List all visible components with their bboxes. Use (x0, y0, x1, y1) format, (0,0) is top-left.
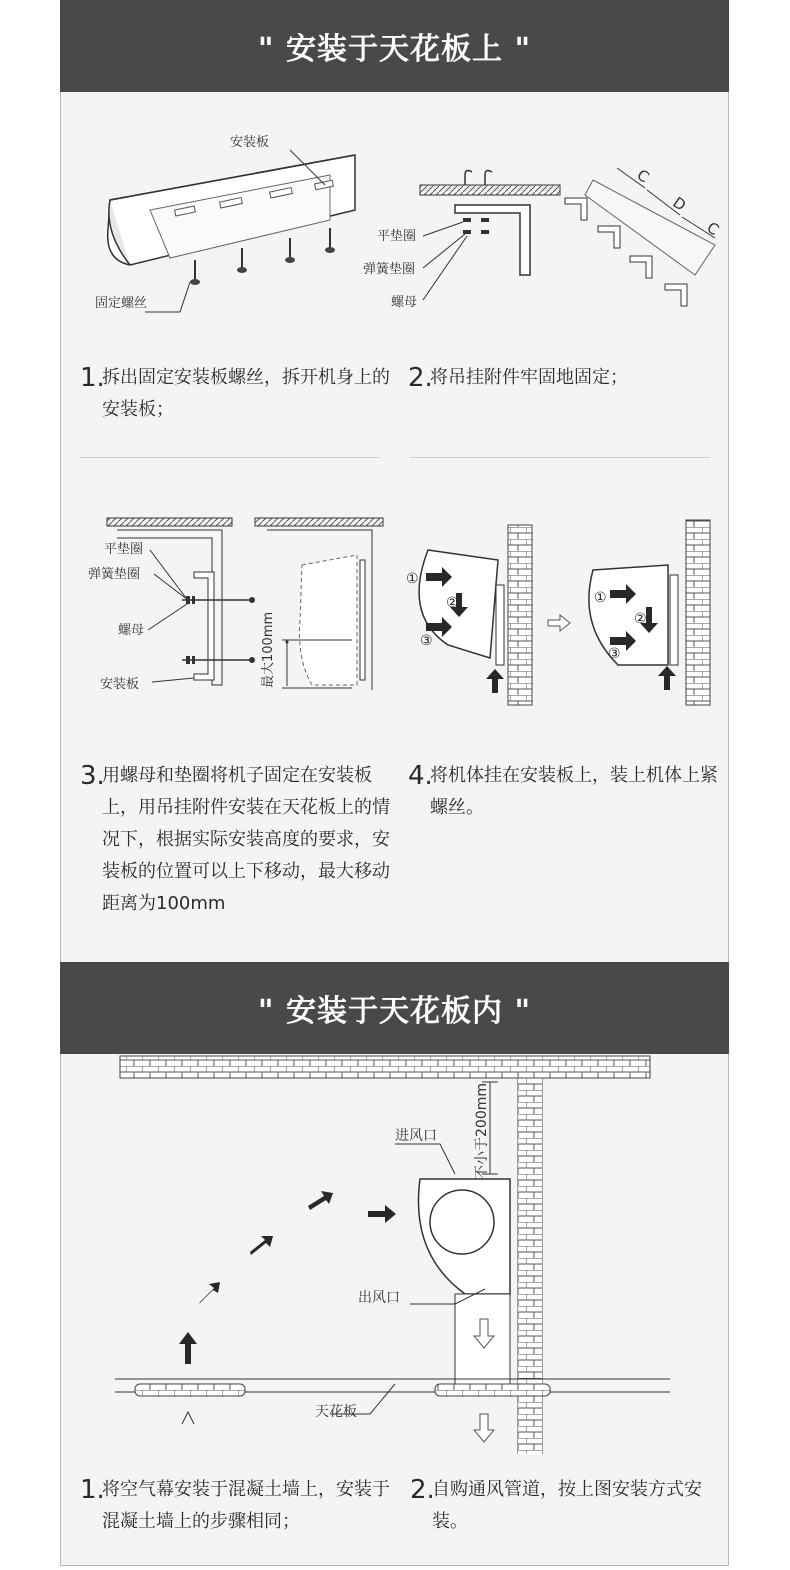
section-banner-ceiling-inset (60, 962, 729, 1054)
svg-text:天花板: 天花板 (315, 1404, 357, 1420)
svg-text:①: ① (594, 590, 607, 606)
svg-text:最大100mm: 最大100mm (261, 611, 276, 688)
section-title: " 安装于天花板上 " (257, 32, 532, 67)
step-inset-1: 1. 将空气幕安装于混凝土墙上，安装于混凝土墙上的步骤相同； (80, 1475, 390, 1532)
label-c-left: C (633, 165, 653, 187)
label-d: D (669, 193, 690, 215)
label-flat-washer: 平垫圈 (377, 229, 417, 244)
step-3: 3. 用螺母和垫圈将机子固定在安装板上，用吊挂附件安装在天花板上的情况下，根据实际安装高度的要求，安装板的位置可以上下移动，最大移动距离为100mm (80, 761, 390, 914)
label-fixing-screw: 固定螺丝 (95, 296, 148, 311)
figure-inset-install (110, 1054, 680, 1454)
label-plate: 安装板 (230, 135, 270, 150)
svg-text:进风口: 进风口 (395, 1128, 437, 1144)
label-spring-washer: 弹簧垫圈 (363, 262, 416, 277)
svg-text:出风口: 出风口 (358, 1290, 400, 1306)
svg-text:平垫圈: 平垫圈 (104, 542, 144, 557)
svg-text:不小于200mm: 不小于200mm (474, 1083, 490, 1179)
figure-hanging-brackets (355, 150, 730, 330)
svg-text:安装板: 安装板 (100, 677, 140, 692)
step-2: 2. 将吊挂附件牢固地固定； (408, 363, 628, 393)
svg-text:①: ① (406, 571, 419, 587)
figure-plate-fixing (82, 510, 387, 700)
label-nut: 螺母 (391, 295, 418, 310)
figure-hang-unit (398, 515, 713, 720)
section-banner-ceiling-mount (60, 0, 729, 92)
svg-text:螺母: 螺母 (118, 623, 145, 638)
step-4: 4. 将机体挂在安装板上，装上机体上紧螺丝。 (408, 761, 718, 818)
svg-text:②: ② (446, 595, 459, 611)
figure-unit-disassembly (90, 120, 390, 320)
step-1: 1. 拆出固定安装板螺丝，拆开机身上的安装板； (80, 363, 390, 420)
svg-text:③: ③ (608, 646, 621, 662)
step-inset-2: 2. 自购通风管道，按上图安装方式安装。 (410, 1475, 702, 1532)
svg-text:弹簧垫圈: 弹簧垫圈 (88, 567, 141, 582)
divider-right (410, 457, 710, 458)
divider-left (80, 457, 380, 458)
section-title: " 安装于天花板内 " (257, 994, 532, 1029)
label-c-right: C (703, 218, 723, 239)
svg-text:②: ② (634, 611, 647, 627)
svg-text:③: ③ (420, 633, 433, 649)
